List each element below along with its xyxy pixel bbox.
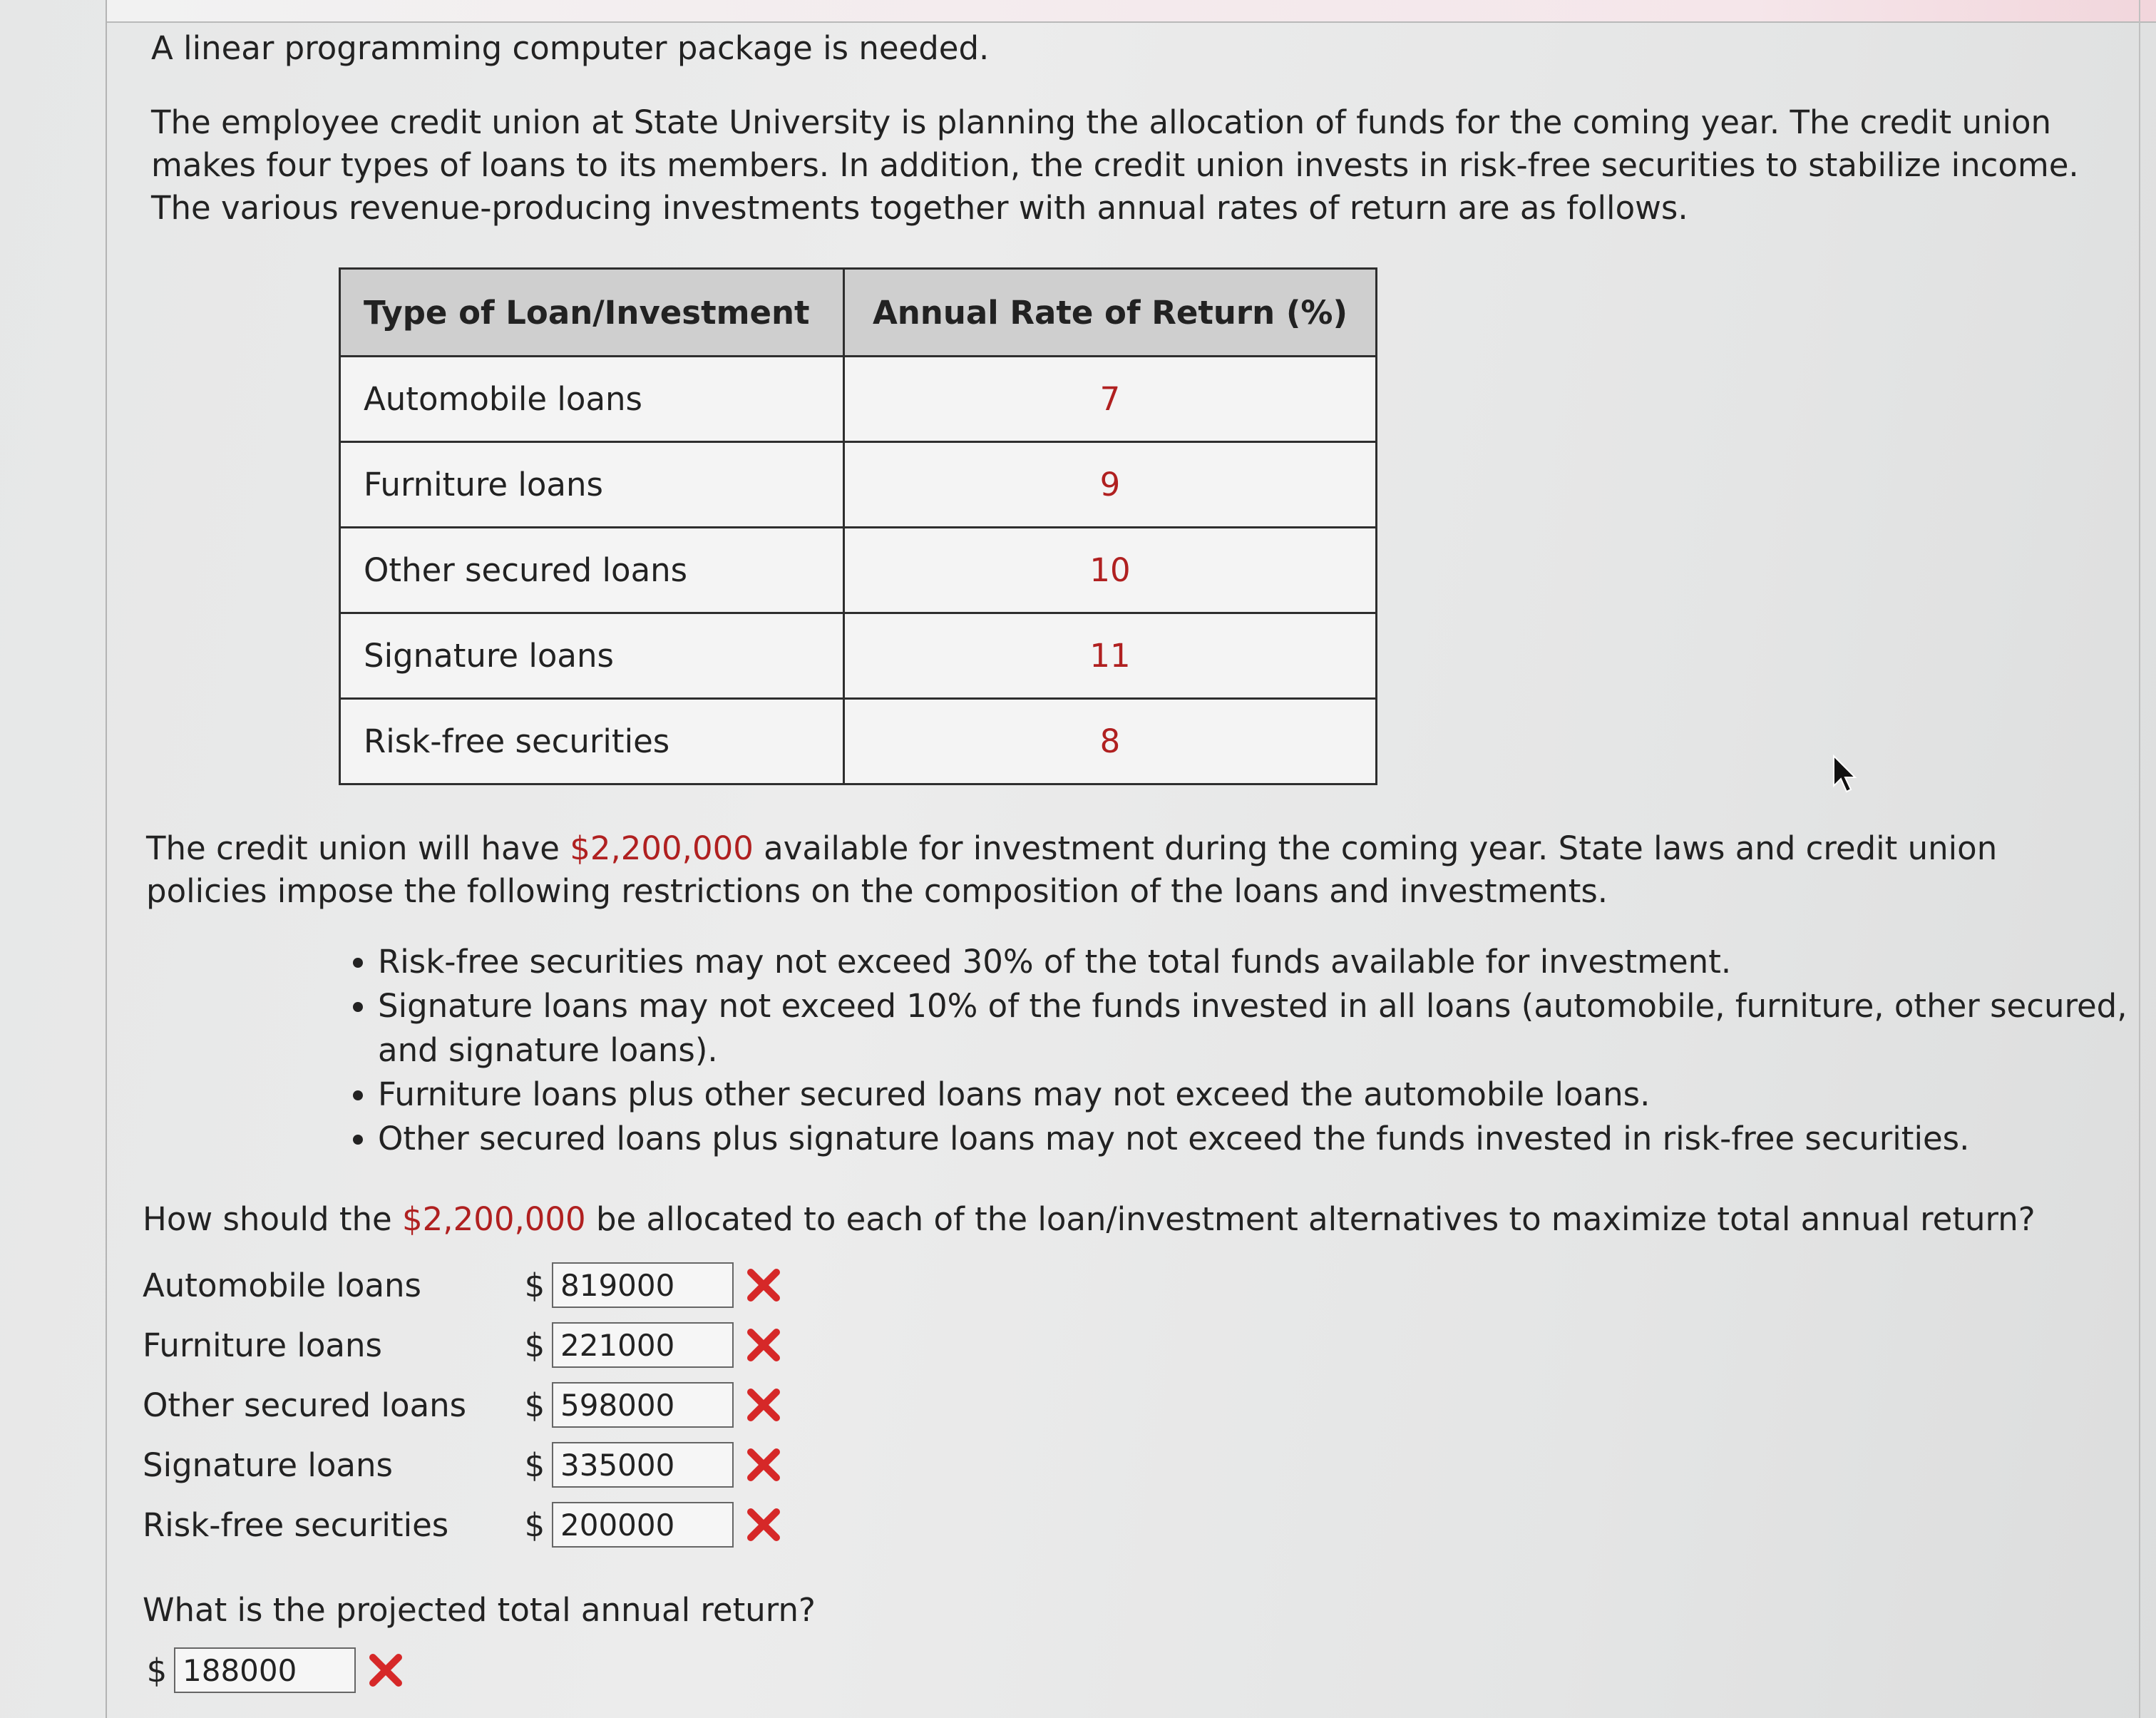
dollar-sign: $ [524,1386,545,1424]
furniture-loans-input[interactable] [552,1322,734,1368]
restrictions-list [335,940,2156,1161]
total-return-input[interactable] [174,1647,356,1693]
x-mark-icon [744,1445,784,1485]
question-amount: $2,200,000 [402,1200,586,1238]
signature-loans-input[interactable] [552,1442,734,1488]
returns-table [339,267,1377,785]
row-rate: 9 [844,442,1377,528]
table-row [340,442,1377,528]
table-row [340,357,1377,442]
row-type: Furniture loans [340,442,844,528]
row-rate: 8 [844,699,1377,784]
funds-text-before: The credit union will have [146,829,570,867]
row-type: Automobile loans [340,357,844,442]
funds-amount: $2,200,000 [570,829,754,867]
answer-label: Risk-free securities [143,1505,449,1544]
row-rate: 11 [844,613,1377,699]
answer-row-automobile [143,1259,784,1311]
content-left-border [106,0,107,1718]
problem-description: The employee credit union at State University is planning the allocation of funds for the coming year. The credit union makes four types of loans to its members. In addition, the credit union invests in risk-free securities to stabilize income. The various revenue-producing investments together with annual rates of return are as follows. [151,103,2079,227]
header-type: Type of Loan/Investment [340,269,844,357]
table-header-row [340,269,1377,357]
answer-row-risk-free [143,1499,784,1550]
table-row [340,528,1377,613]
dollar-sign: $ [524,1326,545,1364]
row-rate: 7 [844,357,1377,442]
question-text-after: be allocated to each of the loan/investment alternatives to maximize total annual return? [585,1200,2036,1238]
row-rate: 10 [844,528,1377,613]
list-item: • Furniture loans plus other secured loans may not exceed the automobile loans. [378,1073,2156,1117]
row-type: Other secured loans [340,528,844,613]
list-item: • Signature loans may not exceed 10% of the funds invested in all loans (automobile, furniture, other secured, and signature loans). [378,984,2156,1073]
list-item: • Other secured loans plus signature loans may not exceed the funds invested in risk-free securities. [378,1117,2156,1161]
answer-row-signature [143,1439,784,1491]
row-type: Signature loans [340,613,844,699]
x-mark-icon [366,1650,406,1690]
funds-text-after: available for investment during the coming year. State laws and credit union policies impose the following restrictions on the composition of the loans and investments. [146,829,1998,910]
answer-label: Other secured loans [143,1386,467,1424]
row-type: Risk-free securities [340,699,844,784]
table-row [340,699,1377,784]
total-return-row [143,1645,406,1696]
answer-label: Furniture loans [143,1326,382,1364]
question-text-before: How should the [143,1200,403,1238]
dollar-sign: $ [146,1651,168,1689]
answer-label: Automobile loans [143,1266,421,1304]
x-mark-icon [744,1385,784,1425]
intro-text: A linear programming computer package is needed. [151,29,990,67]
answer-row-other-secured [143,1379,784,1431]
header-rate: Annual Rate of Return (%) [844,269,1377,357]
x-mark-icon [744,1505,784,1545]
funds-paragraph [146,827,2114,913]
x-mark-icon [744,1265,784,1305]
dollar-sign: $ [524,1446,545,1484]
dollar-sign: $ [524,1266,545,1304]
content-right-border [2139,0,2140,1718]
table-row [340,613,1377,699]
allocation-question [143,1198,2125,1241]
x-mark-icon [744,1325,784,1365]
top-toolbar-strip [107,0,2156,23]
mouse-pointer-icon [1831,755,1859,794]
dollar-sign: $ [524,1505,545,1544]
total-return-question: What is the projected total annual return? [143,1591,816,1629]
list-item: • Risk-free securities may not exceed 30% of the total funds available for investment. [378,940,2156,984]
answer-row-furniture [143,1319,784,1371]
risk-free-securities-input[interactable] [552,1502,734,1548]
answer-label: Signature loans [143,1446,393,1484]
other-secured-loans-input[interactable] [552,1382,734,1428]
automobile-loans-input[interactable] [552,1262,734,1308]
